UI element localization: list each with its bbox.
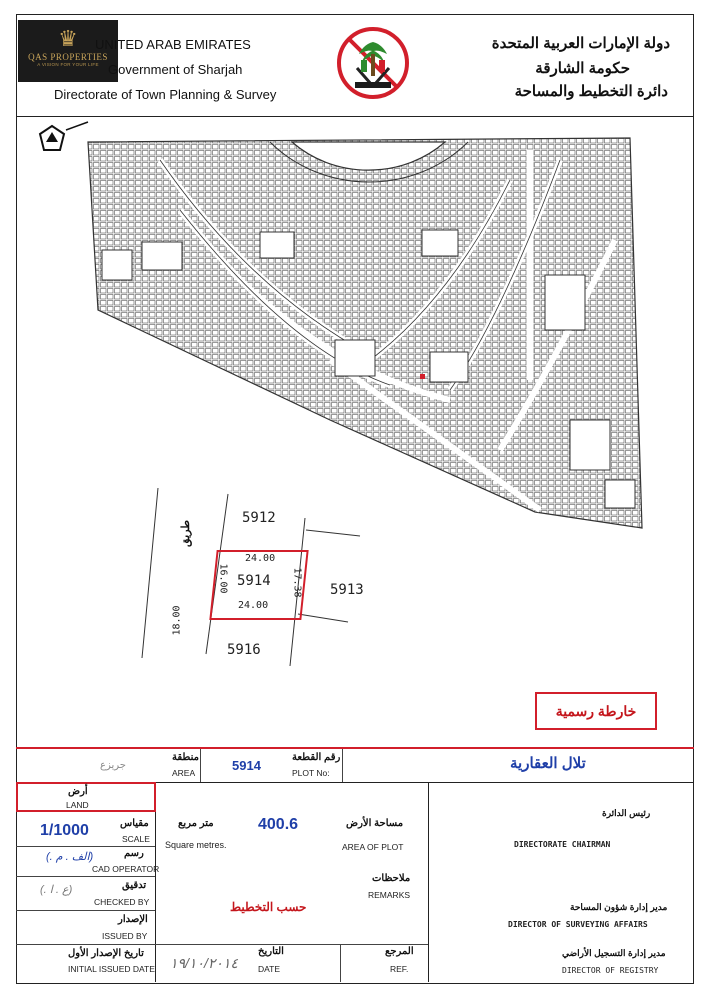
- date-label-en: DATE: [258, 964, 281, 974]
- dimension-right: 17.38: [291, 567, 303, 598]
- dimension-road-width: 18.00: [171, 605, 183, 636]
- header-directorate-en: Directorate of Town Planning & Survey: [54, 87, 277, 102]
- left-row-4: [16, 944, 155, 945]
- checked-label-ar: تدقيق: [122, 880, 147, 891]
- date-value: ١٩/١٠/٢٠١٤: [170, 955, 238, 971]
- remarks-ar: ملاحظات: [372, 873, 411, 884]
- official-map-text: خارطة رسمية: [555, 703, 637, 719]
- col-divider-2: [428, 782, 429, 982]
- dimension-top: 24.00: [245, 553, 276, 564]
- left-row-3: [16, 910, 155, 911]
- ref-label-en: REF.: [390, 964, 409, 974]
- header-government-ar: حكومة الشارقة: [535, 60, 630, 77]
- mid-bottom-row: [155, 944, 428, 945]
- crown-icon: ♛: [58, 26, 78, 51]
- plot-label-ar: رقم القطعة: [292, 752, 341, 763]
- issued-label-en: ISSUED BY: [102, 931, 148, 941]
- left-row-2: [16, 876, 155, 877]
- cad-label-ar: رسم: [124, 848, 144, 859]
- plot-label-en: PLOT No:: [292, 768, 330, 778]
- plot-5912: 5912: [242, 510, 276, 526]
- chairman-ar: رئيس الدائرة: [602, 808, 651, 818]
- plot-area-ar: مساحة الأرض: [346, 818, 404, 829]
- issued-label-ar: الإصدار: [118, 914, 148, 925]
- registry-director-en: DIRECTOR OF REGISTRY: [562, 966, 659, 975]
- area-label-ar: منطقة: [172, 752, 199, 763]
- left-row-1: [16, 846, 155, 847]
- dimension-left: 16.00: [217, 563, 229, 594]
- scale-value: 1/1000: [40, 822, 89, 839]
- area-divider: [200, 749, 201, 782]
- scale-label-en: SCALE: [122, 834, 150, 844]
- dimension-bottom: 24.00: [238, 600, 269, 611]
- land-type-ar: أرض: [68, 786, 88, 797]
- official-map-stamp: [535, 692, 657, 730]
- plot-5914: 5914: [237, 573, 271, 589]
- remarks-en: REMARKS: [368, 890, 411, 900]
- unit-en: Square metres.: [165, 840, 227, 850]
- scale-label-ar: مقياس: [120, 818, 149, 829]
- unit-ar: متر مربع: [178, 818, 214, 829]
- cad-label-en: CAD OPERATOR: [92, 864, 160, 874]
- location-map: [30, 120, 680, 540]
- government-emblem: [335, 24, 411, 102]
- north-arrow-icon: [40, 122, 88, 150]
- ref-label-ar: المرجع: [385, 946, 414, 957]
- header-country-ar: دولة الإمارات العربية المتحدة: [491, 35, 670, 52]
- checked-signature: (ع . ا .): [40, 884, 73, 896]
- survey-director-ar: مدير إدارة شؤون المساحة: [570, 902, 668, 912]
- plot-divider: [342, 749, 343, 782]
- date-label-ar: التاريخ: [258, 946, 284, 957]
- plot-area-en: AREA OF PLOT: [342, 842, 404, 852]
- plot-5913: 5913: [330, 582, 364, 598]
- initial-issued-ar: تاريخ الإصدار الأول: [68, 948, 144, 959]
- cad-signature: (الف . م .): [46, 851, 94, 863]
- road-label: طريق: [180, 519, 193, 548]
- form-top-border: [16, 747, 694, 749]
- area-value: 400.6: [258, 816, 299, 833]
- header-country-en: UNITED ARAB EMIRATES: [95, 37, 251, 52]
- checked-label-en: CHECKED BY: [94, 897, 150, 907]
- survey-director-en: DIRECTOR OF SURVEYING AFFAIRS: [508, 920, 648, 929]
- header-directorate-ar: دائرة التخطيط والمساحة: [514, 83, 668, 100]
- mid-bottom-divider: [340, 944, 341, 982]
- chairman-en: DIRECTORATE CHAIRMAN: [514, 840, 611, 849]
- plot-5916: 5916: [227, 642, 261, 658]
- remarks-value: حسب التخطيط: [230, 900, 307, 914]
- logo-name: QAS PROPERTIES: [28, 52, 108, 62]
- initial-issued-en: INITIAL ISSUED DATE: [68, 964, 155, 974]
- area-label-en: AREA: [172, 768, 196, 778]
- header-government-en: Government of Sharjah: [108, 62, 243, 77]
- col-divider-1: [155, 782, 156, 982]
- land-type-en: LAND: [66, 800, 89, 810]
- registry-director-ar: مدير إدارة التسجيل الأراضي: [562, 948, 666, 958]
- masterplan-map: [30, 120, 680, 540]
- subject-plot-marker: [420, 374, 425, 379]
- plot-number-value: 5914: [232, 758, 261, 773]
- header-divider: [16, 116, 694, 117]
- land-type-box: [16, 782, 156, 812]
- emblem-icon: [335, 24, 411, 102]
- logo-tagline: A VISION FOR YOUR LIFE: [37, 62, 99, 67]
- community-name: تلال العقارية: [510, 755, 586, 772]
- area-name: جريزع: [100, 760, 126, 771]
